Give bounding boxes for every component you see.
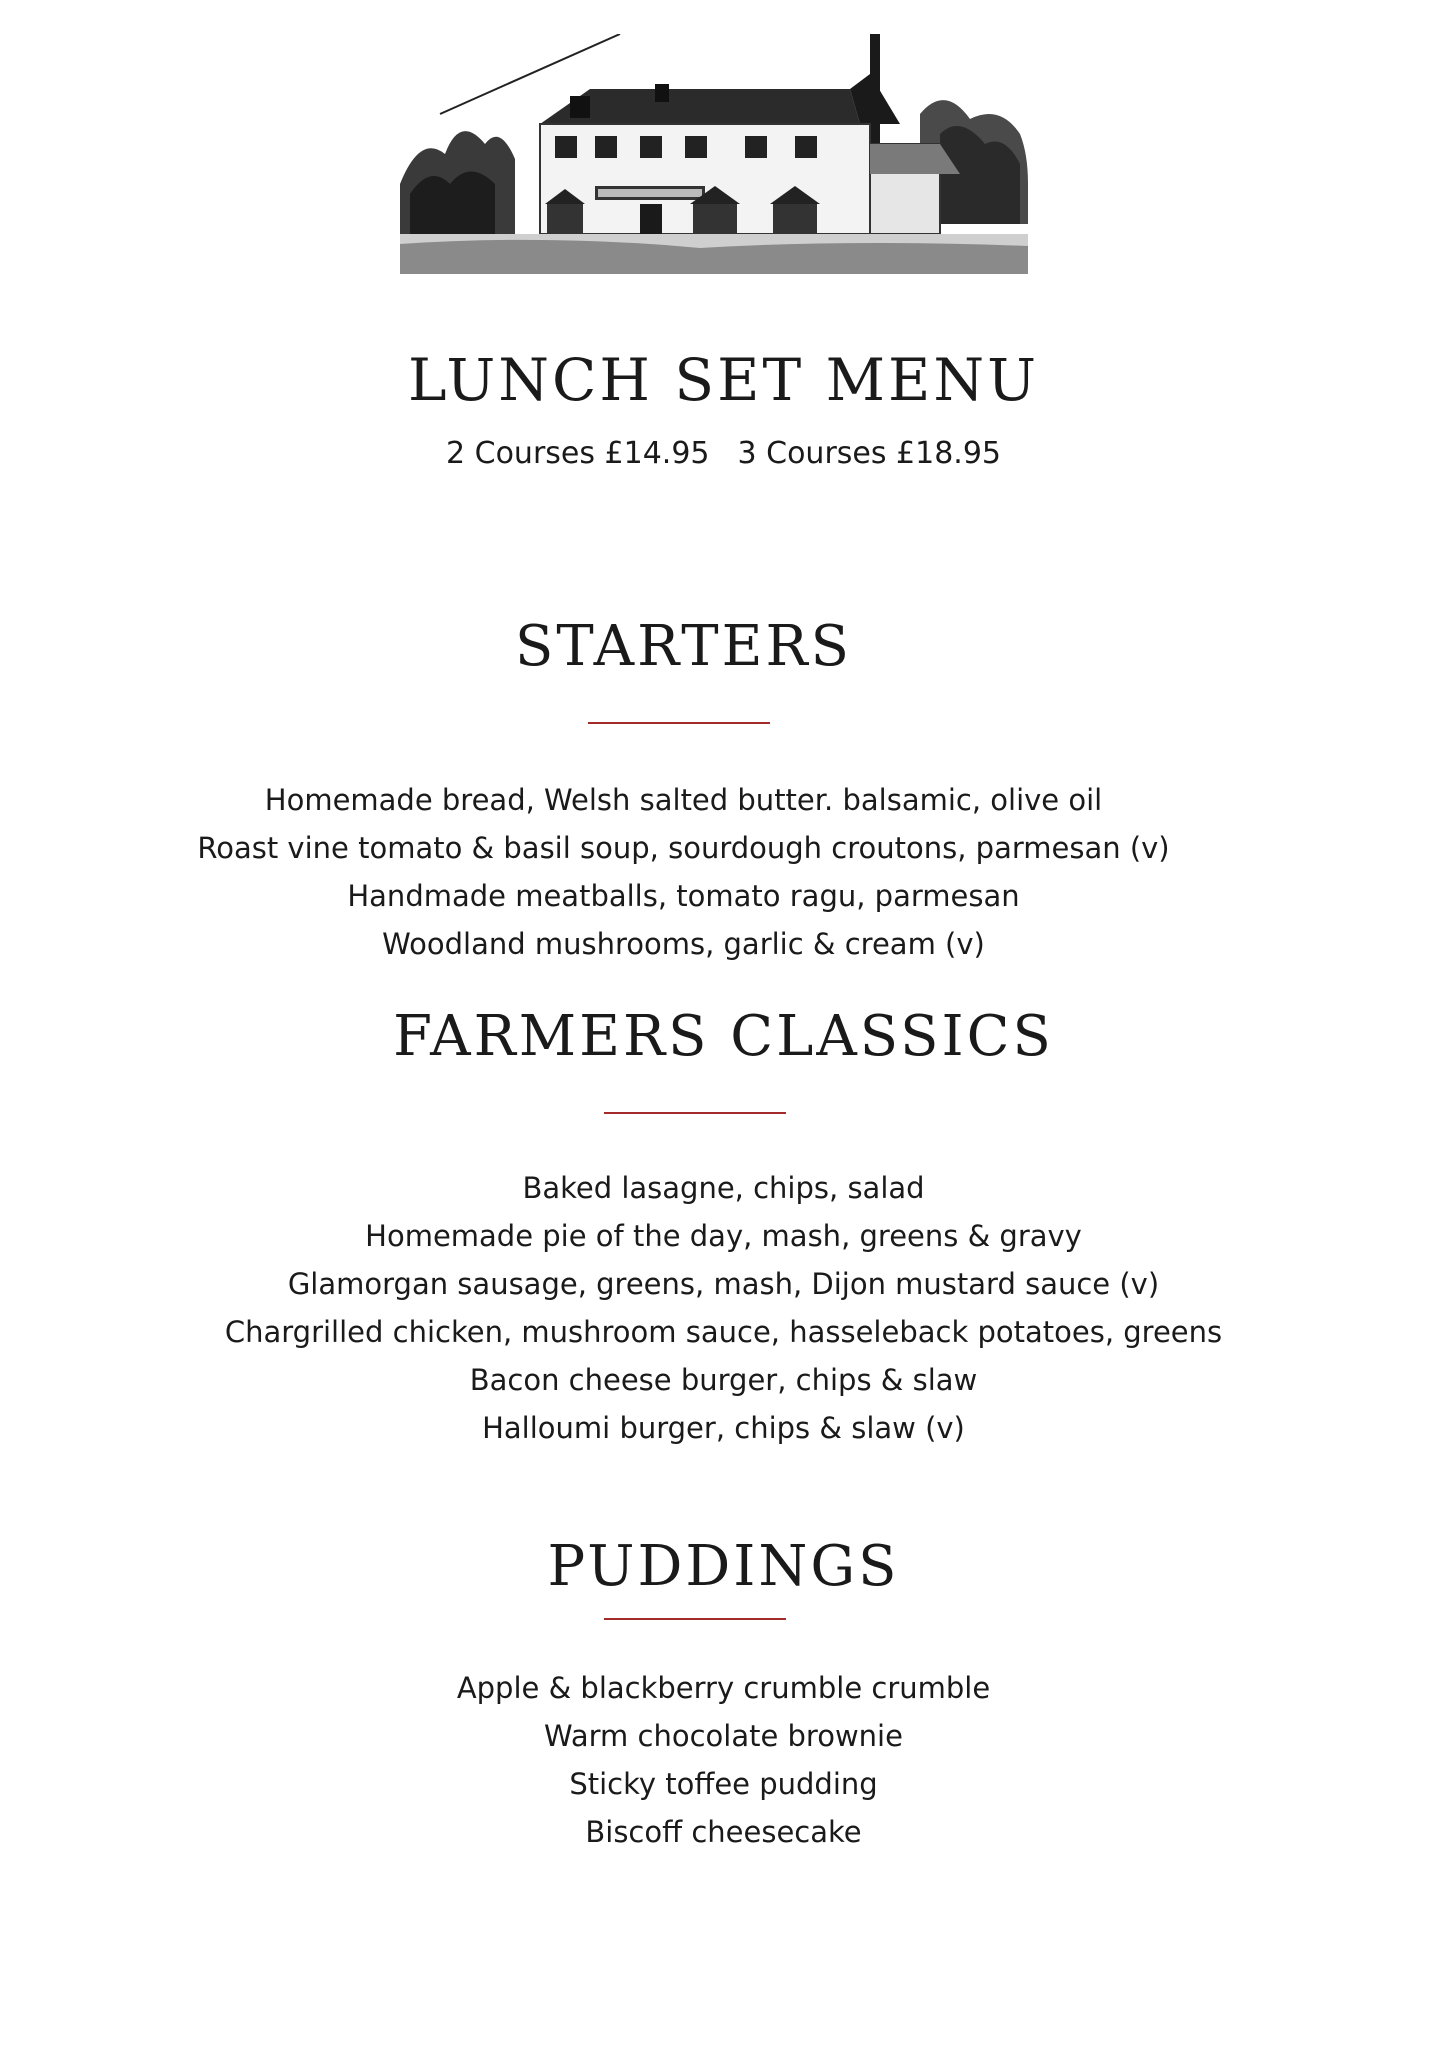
list-item: Bacon cheese burger, chips & slaw	[469, 1363, 978, 1397]
starters-divider	[588, 722, 770, 724]
list-item: Chargrilled chicken, mushroom sauce, hasseleback potatoes, greens	[224, 1315, 1223, 1349]
list-item: Halloumi burger, chips & slaw (v)	[482, 1411, 965, 1445]
list-item: Glamorgan sausage, greens, mash, Dijon mustard sauce (v)	[287, 1267, 1160, 1301]
classics-heading: FARMERS CLASSICS	[393, 1004, 1054, 1069]
list-item: Sticky toffee pudding	[569, 1767, 878, 1801]
puddings-list	[0, 1664, 1447, 1856]
puddings-heading: PUDDINGS	[547, 1534, 900, 1599]
starters-heading: STARTERS	[514, 614, 853, 679]
list-item: Homemade bread, Welsh salted butter. balsamic, olive oil	[264, 783, 1103, 817]
list-item: Warm chocolate brownie	[544, 1719, 903, 1753]
list-item: Woodland mushrooms, garlic & cream (v)	[382, 927, 985, 961]
pub-building-illustration	[400, 34, 1028, 274]
price-line	[0, 436, 1447, 471]
classics-list	[0, 1164, 1447, 1452]
puddings-divider	[604, 1618, 786, 1620]
list-item: Roast vine tomato & basil soup, sourdough croutons, parmesan (v)	[197, 831, 1170, 865]
starters-list	[0, 776, 1407, 968]
list-item: Handmade meatballs, tomato ragu, parmesan	[347, 879, 1020, 913]
list-item: Biscoff cheesecake	[585, 1815, 862, 1849]
price-three-courses: 3 Courses £18.95	[737, 436, 1001, 471]
list-item: Baked lasagne, chips, salad	[522, 1171, 925, 1205]
list-item: Homemade pie of the day, mash, greens & gravy	[365, 1219, 1082, 1253]
menu-title: LUNCH SET MENU	[408, 346, 1039, 414]
classics-divider	[604, 1112, 786, 1114]
price-two-courses: 2 Courses £14.95	[446, 436, 710, 471]
list-item: Apple & blackberry crumble crumble	[456, 1671, 991, 1705]
